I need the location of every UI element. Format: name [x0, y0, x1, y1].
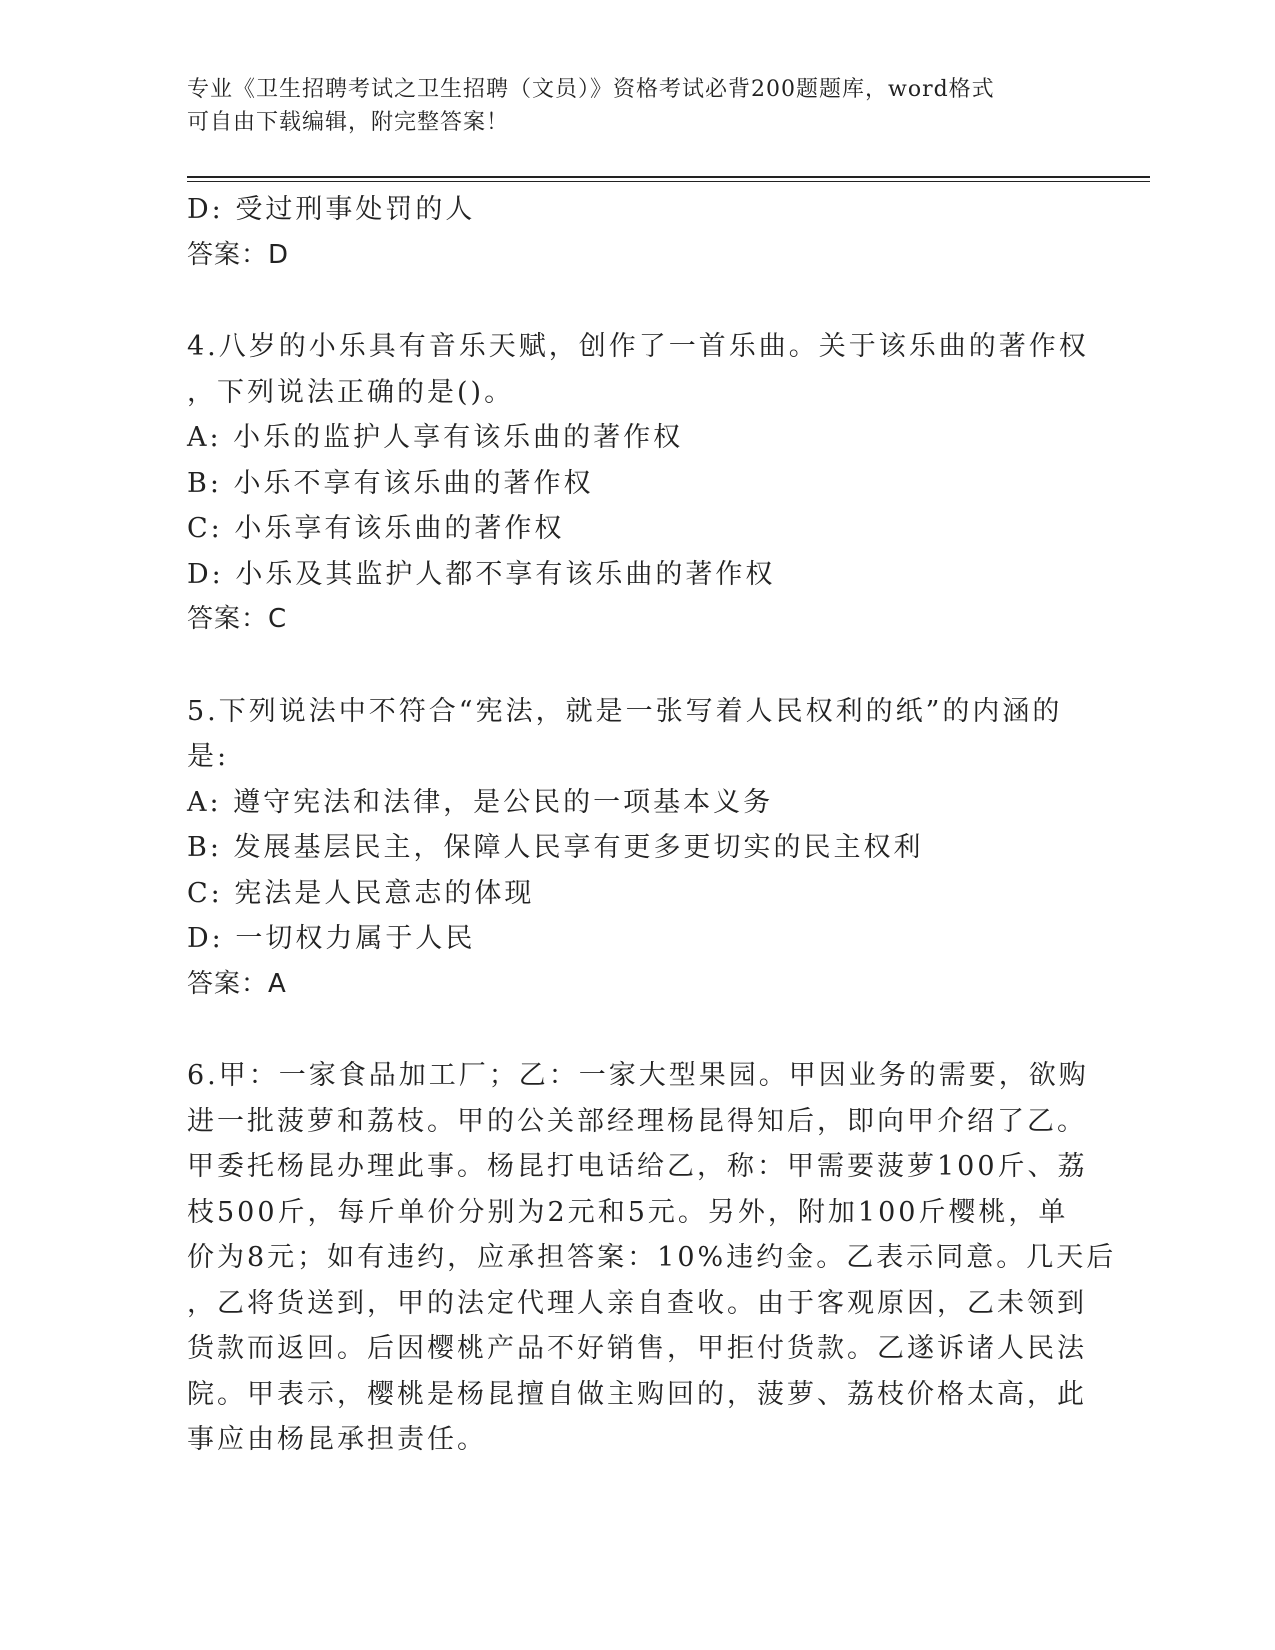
q5-option-d: D: 一切权力属于人民	[187, 923, 476, 954]
question-spacer	[187, 278, 1067, 324]
q5-option-a: A: 遵守宪法和法律，是公民的一项基本义务	[187, 786, 774, 818]
header-divider-thin	[187, 181, 1150, 182]
q4-stem-line-2: ，下列说法正确的是()。	[187, 376, 515, 408]
header-title-line-2: 可自由下载编辑，附完整答案！	[187, 110, 510, 135]
q4-stem-line-1: 4.八岁的小乐具有音乐天赋，创作了一首乐曲。关于该乐曲的著作权	[187, 331, 1089, 362]
q5-option-b: B: 发展基层民主，保障人民享有更多更切实的民主权利	[187, 832, 924, 863]
q6-line: 枝500斤，每斤单价分别为2元和5元。另外，附加100斤樱桃，单	[187, 1196, 1069, 1228]
question-spacer	[187, 1007, 1067, 1053]
q6-line: 价为8元；如有违约，应承担答案：10%违约金。乙表示同意。几天后	[187, 1242, 1117, 1273]
q6-line: 事应由杨昆承担责任。	[187, 1424, 487, 1455]
q6-line: 货款而返回。后因樱桃产品不好销售，甲拒付货款。乙遂诉诸人民法	[187, 1333, 1087, 1364]
q3-answer: 答案：D	[187, 239, 290, 270]
question-6	[187, 1053, 1117, 1463]
question-5	[187, 689, 1067, 1008]
q6-line: 院。甲表示，樱桃是杨昆擅自做主购回的，菠萝、荔枝价格太高，此	[187, 1378, 1087, 1410]
q5-option-c: C: 宪法是人民意志的体现	[187, 877, 535, 909]
document-body	[187, 187, 1117, 1463]
q5-stem-line-1: 5.下列说法中不符合“宪法，就是一张写着人民权利的纸”的内涵的	[187, 695, 1063, 727]
q6-line: ，乙将货送到，甲的法定代理人亲自查收。由于客观原因，乙未领到	[187, 1287, 1087, 1319]
question-3-tail	[187, 187, 1067, 278]
question-spacer	[187, 643, 1067, 689]
q6-line: 甲委托杨昆办理此事。杨昆打电话给乙，称：甲需要菠萝100斤、荔	[187, 1151, 1088, 1182]
q5-stem-line-2: 是:	[187, 741, 230, 772]
q4-option-c: C: 小乐享有该乐曲的著作权	[187, 513, 565, 544]
q4-option-a: A: 小乐的监护人享有该乐曲的著作权	[187, 422, 684, 453]
page-header	[187, 73, 1067, 139]
q6-line: 6.甲：一家食品加工厂；乙：一家大型果园。甲因业务的需要，欲购	[187, 1060, 1089, 1091]
q3-option-d: D: 受过刑事处罚的人	[187, 194, 476, 225]
q5-answer: 答案：A	[187, 968, 287, 999]
q4-answer: 答案：C	[187, 604, 288, 634]
q4-option-d: D: 小乐及其监护人都不享有该乐曲的著作权	[187, 558, 776, 590]
header-divider-thick	[187, 176, 1150, 178]
q4-option-b: B: 小乐不享有该乐曲的著作权	[187, 467, 594, 499]
header-title-line-1: 专业《卫生招聘考试之卫生招聘（文员）》资格考试必背200题题库，word格式	[187, 77, 995, 102]
question-4	[187, 324, 1089, 643]
q6-line: 进一批菠萝和荔枝。甲的公关部经理杨昆得知后，即向甲介绍了乙。	[187, 1105, 1087, 1137]
